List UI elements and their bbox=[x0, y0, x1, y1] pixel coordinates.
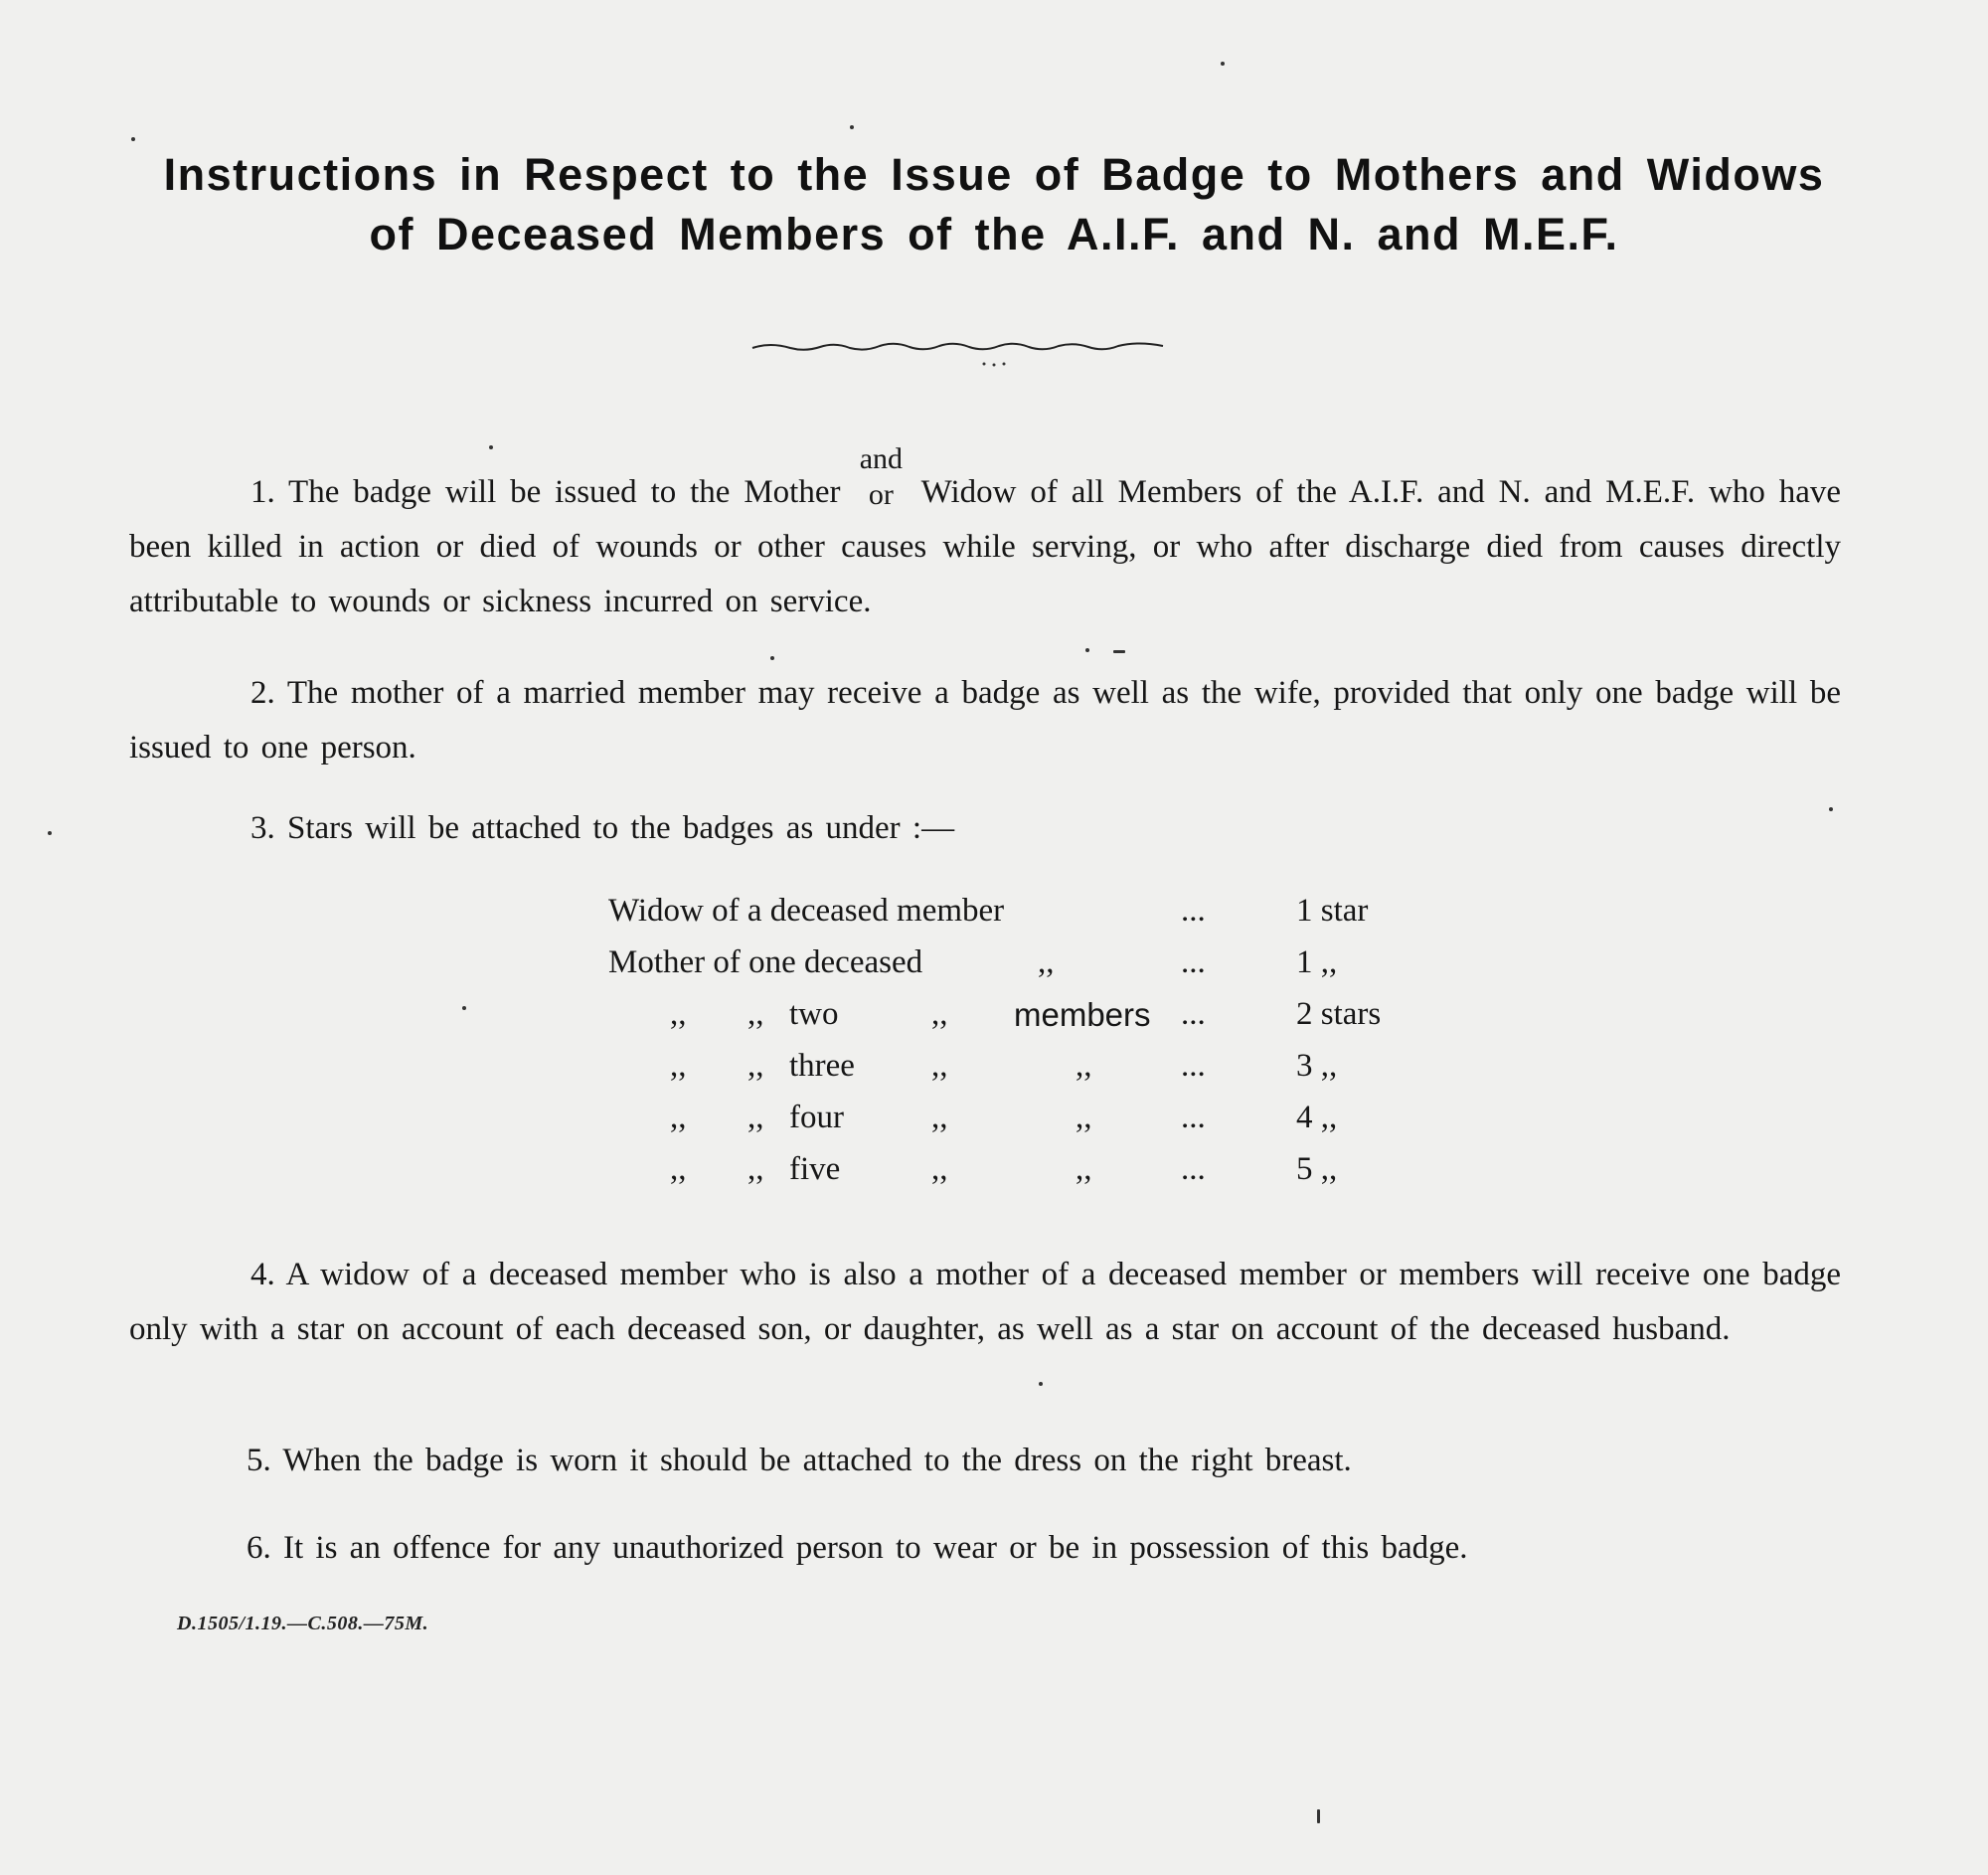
row-star-count: 3 ,, bbox=[1296, 1048, 1338, 1084]
paragraph-1-rest: Widow of all Members of the A.I.F. and N. and M.E.F. who have been killed in action or died of wounds or other causes while serving, or who after discharge died from causes directly attributable to wounds or sickness incurred on service. bbox=[129, 474, 1841, 619]
paragraph-1 bbox=[129, 442, 1841, 629]
row-dots: ... bbox=[1181, 944, 1206, 980]
row-ditto: ,, bbox=[747, 1151, 764, 1187]
star-table-row bbox=[608, 1151, 1503, 1203]
row-ditto: ,, bbox=[1038, 944, 1055, 980]
scan-speck bbox=[48, 831, 52, 835]
scan-speck bbox=[1085, 648, 1089, 652]
title-line-2: of Deceased Members of the A.I.F. and N. and M.E.F. bbox=[369, 209, 1619, 259]
row-dots: ... bbox=[1181, 893, 1206, 929]
row-dots: ... bbox=[1181, 1048, 1206, 1084]
row-ditto: ,, bbox=[931, 1100, 948, 1135]
row-star-count: 2 stars bbox=[1296, 996, 1382, 1032]
row-star-count: 1 ,, bbox=[1296, 944, 1338, 980]
row-ditto: ,, bbox=[747, 1100, 764, 1135]
row-dots: ... bbox=[1181, 1151, 1206, 1187]
paragraph-2-text: 2. The mother of a married member may receive a badge as well as the wife, provided that only one badge will be issued to one person. bbox=[129, 675, 1841, 766]
scan-speck bbox=[1039, 1382, 1043, 1386]
and-or-stack bbox=[854, 442, 908, 511]
star-table-row bbox=[608, 1048, 1503, 1100]
row-ditto: ,, bbox=[931, 996, 948, 1032]
scan-speck bbox=[770, 656, 774, 660]
scan-speck bbox=[462, 1006, 466, 1010]
row-ditto: ,, bbox=[670, 1151, 687, 1187]
title-line-1: Instructions in Respect to the Issue of Badge to Mothers and Widows bbox=[163, 149, 1825, 200]
paragraph-5: 5. When the badge is worn it should be attached to the dress on the right breast. bbox=[247, 1443, 1352, 1478]
row-ditto: ,, bbox=[747, 1048, 764, 1084]
row-star-count: 5 ,, bbox=[1296, 1151, 1338, 1187]
row-number-word: two bbox=[789, 996, 839, 1032]
row-ditto: ,, bbox=[931, 1048, 948, 1084]
row-dots: ... bbox=[1181, 1100, 1206, 1135]
row-ditto: ,, bbox=[670, 1048, 687, 1084]
paragraph-6: 6. It is an offence for any unauthorized person to wear or be in possession of this badge. bbox=[247, 1530, 1468, 1566]
row-star-count: 4 ,, bbox=[1296, 1100, 1338, 1135]
row-members: members bbox=[1014, 996, 1151, 1033]
scan-speck bbox=[1317, 1809, 1320, 1823]
star-table-row bbox=[608, 1100, 1503, 1151]
or-word: or bbox=[868, 478, 894, 511]
flourish-divider bbox=[750, 334, 1168, 374]
row-description: Widow of a deceased member bbox=[608, 893, 1005, 929]
star-table bbox=[608, 893, 1503, 1203]
and-word: and bbox=[859, 442, 904, 475]
paragraph-4-text: 4. A widow of a deceased member who is also a mother of a deceased member or members will receive one badge only with a star on account of each deceased son, or daughter, as well as a star on account of the deceased husband. bbox=[129, 1257, 1841, 1347]
row-members: ,, bbox=[1076, 1100, 1092, 1135]
row-number-word: four bbox=[789, 1100, 844, 1135]
scan-speck bbox=[850, 125, 854, 129]
row-star-count: 1 star bbox=[1296, 893, 1369, 929]
scan-speck bbox=[1829, 807, 1833, 811]
star-table-row bbox=[608, 893, 1503, 944]
print-code: D.1505/1.19.—C.508.—75M. bbox=[177, 1613, 429, 1634]
row-ditto: ,, bbox=[931, 1151, 948, 1187]
star-table-row bbox=[608, 944, 1503, 996]
scan-speck bbox=[1113, 650, 1125, 653]
row-description: Mother of one deceased bbox=[608, 944, 923, 980]
paragraph-4 bbox=[129, 1248, 1841, 1357]
scan-speck bbox=[489, 445, 493, 449]
scan-speck bbox=[131, 137, 135, 141]
paragraph-2 bbox=[129, 666, 1841, 775]
row-members: ,, bbox=[1076, 1151, 1092, 1187]
row-ditto: ,, bbox=[670, 1100, 687, 1135]
scan-speck bbox=[1221, 62, 1225, 66]
row-ditto: ,, bbox=[747, 996, 764, 1032]
row-dots: ... bbox=[1181, 996, 1206, 1032]
row-ditto: ,, bbox=[670, 996, 687, 1032]
row-members: ,, bbox=[1076, 1048, 1092, 1084]
paragraph-3: 3. Stars will be attached to the badges as under :— bbox=[250, 810, 955, 846]
row-number-word: three bbox=[789, 1048, 855, 1084]
paragraph-1-lead: 1. The badge will be issued to the Mother bbox=[250, 474, 841, 510]
star-table-row bbox=[608, 996, 1503, 1048]
row-number-word: five bbox=[789, 1151, 841, 1187]
